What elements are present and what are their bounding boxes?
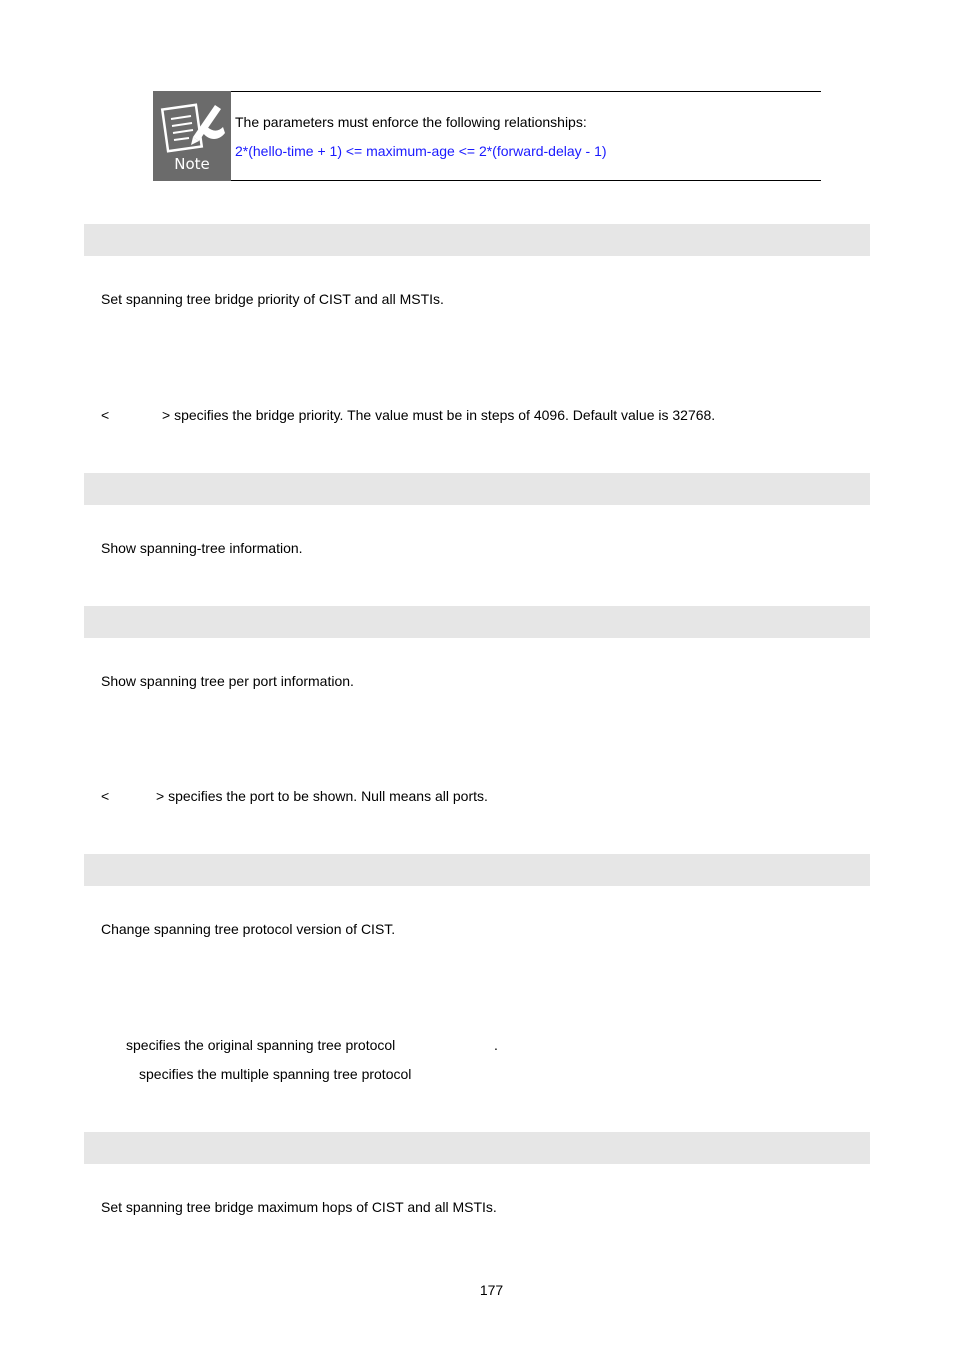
- section-header-bar: [84, 854, 870, 886]
- param-open-bracket: <: [101, 788, 110, 804]
- section-description: Show spanning tree per port information.: [101, 673, 354, 689]
- param-description: > specifies the port to be shown. Null means all ports.: [156, 788, 488, 804]
- section-header-bar: [84, 224, 870, 256]
- option-period: .: [494, 1037, 498, 1053]
- note-formula: 2*(hello-time + 1) <= maximum-age <= 2*(forward-delay - 1): [235, 143, 607, 159]
- section-description: Change spanning tree protocol version of CIST.: [101, 921, 396, 937]
- section-header-bar: [84, 606, 870, 638]
- option-description: specifies the multiple spanning tree protocol: [139, 1066, 412, 1082]
- section-header-bar: [84, 1132, 870, 1164]
- note-text: The parameters must enforce the following relationships:: [235, 114, 587, 130]
- note-icon-label: Note: [174, 155, 210, 173]
- note-box: [153, 91, 821, 181]
- param-description: > specifies the bridge priority. The value must be in steps of 4096. Default value is 32768.: [162, 407, 716, 423]
- section-description: Set spanning tree bridge maximum hops of CIST and all MSTIs.: [101, 1199, 497, 1215]
- page-number: 177: [479, 1282, 504, 1298]
- option-description: specifies the original spanning tree protocol: [126, 1037, 396, 1053]
- section-description: Show spanning-tree information.: [101, 540, 303, 556]
- note-pencil-icon: [153, 91, 231, 155]
- note-icon: [153, 91, 231, 181]
- section-description: Set spanning tree bridge priority of CIST and all MSTIs.: [101, 291, 444, 307]
- param-open-bracket: <: [101, 407, 110, 423]
- section-header-bar: [84, 473, 870, 505]
